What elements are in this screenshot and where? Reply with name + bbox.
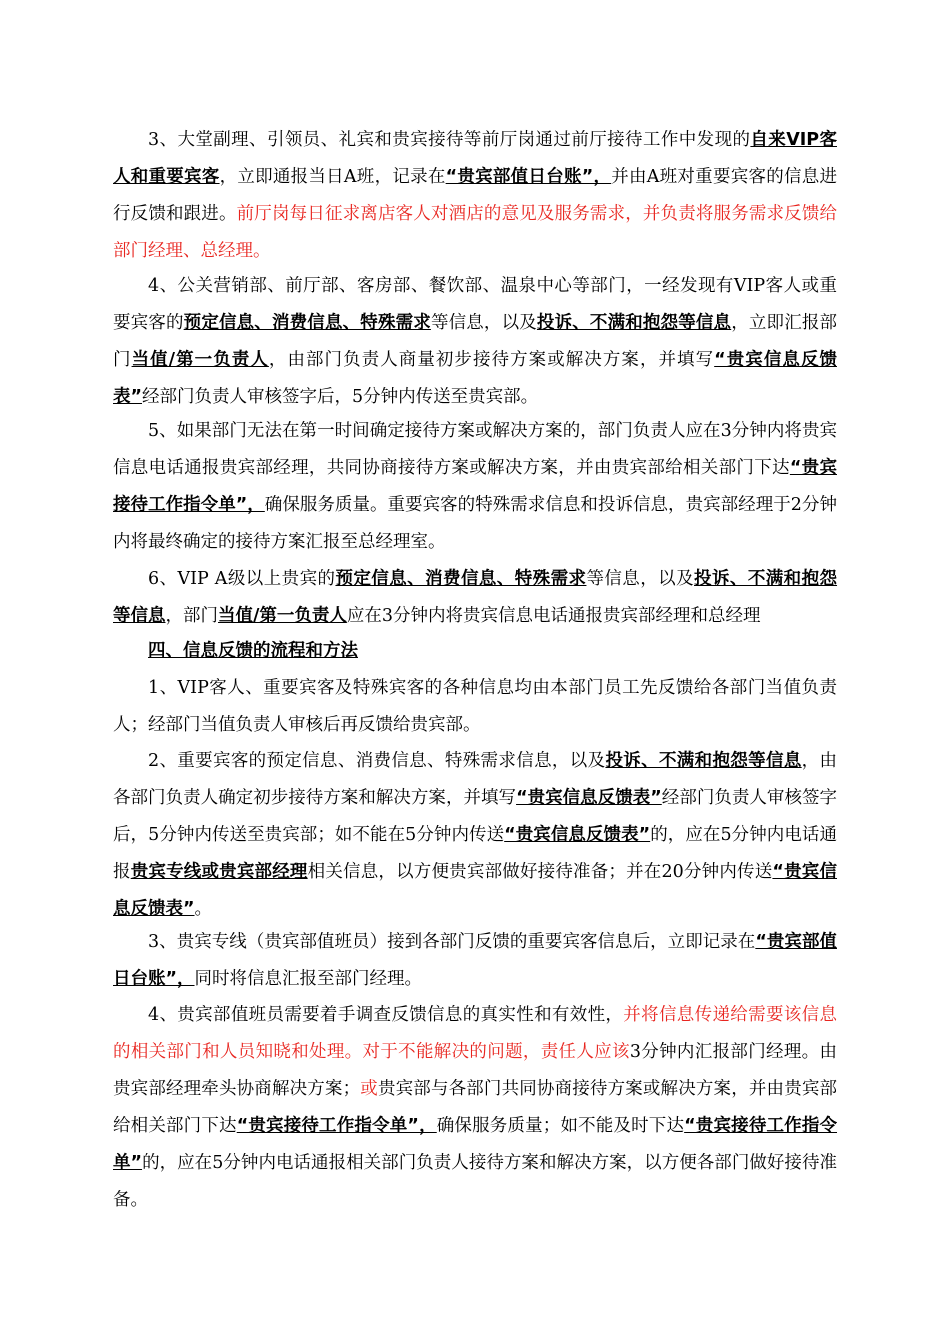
emphasized-text: 贵宾专线或贵宾部经理 [130, 862, 308, 882]
section-heading-4: 四、信息反馈的流程和方法 [148, 641, 358, 661]
emphasized-text: 投诉、不满和抱怨等信息 [605, 751, 802, 771]
emphasized-text: “贵宾信息反馈表” [113, 862, 838, 919]
paragraph-6 [113, 561, 837, 635]
text-run: ，立即通报当日A班，记录在 [219, 167, 446, 187]
paragraph-3 [113, 122, 837, 270]
emphasized-text: “贵宾信息反馈表” [113, 350, 837, 407]
text-run: 的，应在5分钟内电话通报 [113, 825, 837, 882]
emphasized-text: “贵宾信息反馈表” [516, 788, 662, 808]
emphasized-text: “贵宾接待工作指令单” [113, 1116, 838, 1173]
text-run: ，由各部门负责人确定初步接待方案和解决方案，并填写 [113, 751, 838, 808]
text-run: 3、大堂副理、引领员、礼宾和贵宾接待等前厅岗通过前厅接待工作中发现的 [148, 130, 751, 150]
emphasized-text: 预定信息、消费信息、特殊需求 [335, 569, 587, 589]
text-run: 4、贵宾部值班员需要着手调查反馈信息的真实性和有效性， [148, 1005, 624, 1025]
text-run: 确保服务质量；如不能及时下达 [436, 1116, 685, 1136]
text-run: 。 [194, 899, 213, 919]
text-run: ，由部门负责人商量初步接待方案或解决方案，并填写 [268, 350, 715, 370]
highlighted-text: 前厅岗每日征求离店客人对酒店的意见及服务需求，并负责将服务需求反馈给部门经理、总经理。 [113, 204, 838, 261]
paragraph-5 [113, 413, 837, 561]
text-run: 确保服务质量。重要宾客的特殊需求信息和投诉信息，贵宾部经理于2分钟内将最终确定的接待方案汇报至总经理室。 [113, 495, 837, 552]
text-run: 应在3分钟内将贵宾信息电话通报贵宾部经理和总经理 [346, 606, 761, 626]
text-run: 6、VIP A级以上贵宾的 [148, 569, 336, 589]
emphasized-text: “贵宾部值日台账”， [445, 167, 612, 187]
text-run: 同时将信息汇报至部门经理。 [194, 969, 423, 989]
emphasized-text: “贵宾接待工作指令单”， [236, 1116, 437, 1136]
emphasized-text: 投诉、不满和抱怨等信息 [113, 569, 838, 626]
emphasized-text: 当值/第一负责人 [218, 606, 347, 626]
emphasized-text: 预定信息、消费信息、特殊需求 [183, 313, 431, 333]
emphasized-text: 自来VIP客人和重要宾客 [113, 130, 837, 187]
flow-paragraph-4 [113, 997, 837, 1219]
emphasized-text: “贵宾信息反馈表” [504, 825, 651, 845]
emphasized-text: “贵宾接待工作指令单”， [113, 458, 837, 515]
highlighted-text: 或 [360, 1079, 378, 1099]
text-run: 2、重要宾客的预定信息、消费信息、特殊需求信息，以及 [148, 751, 606, 771]
text-run: ，立即汇报部门 [113, 313, 838, 370]
paragraph-4 [113, 268, 837, 416]
text-run: 并由A班对重要宾客的信息进行反馈和跟进。 [113, 167, 838, 224]
flow-paragraph-3 [113, 924, 837, 998]
text-run: 5、如果部门无法在第一时间确定接待方案或解决方案的，部门负责人应在3分钟内将贵宾信息电话通报贵宾部经理，共同协商接待方案或解决方案，并由贵宾部给相关部门下达 [113, 421, 837, 478]
text-run: 3分钟内汇报部门经理。由贵宾部经理牵头协商解决方案； [113, 1042, 837, 1099]
text-run: 1、VIP客人、重要宾客及特殊宾客的各种信息均由本部门员工先反馈给各部门当值负责人；经部门当值负责人审核后再反馈给贵宾部。 [113, 678, 837, 735]
text-run: 经部门负责人审核签字后，5分钟内传送至贵宾部。 [142, 387, 539, 407]
text-run: 相关信息，以方便贵宾部做好接待准备；并在20分钟内传送 [307, 862, 773, 882]
text-run: 经部门负责人审核签字后，5分钟内传送至贵宾部；如不能在5分钟内传送 [113, 788, 838, 845]
text-run: 4、公关营销部、前厅部、客房部、餐饮部、温泉中心等部门，一经发现有VIP客人或重要宾客的 [113, 276, 837, 333]
text-run: 的，应在5分钟内电话通报相关部门负责人接待方案和解决方案，以方便各部门做好接待准备。 [113, 1153, 837, 1210]
text-run: 等信息，以及 [430, 313, 537, 333]
text-run: 3、贵宾专线（贵宾部值班员）接到各部门反馈的重要宾客信息后，立即记录在 [148, 932, 756, 952]
highlighted-text: 并将信息传递给需要该信息的相关部门和人员知晓和处理。对于不能解决的问题，责任人应该 [113, 1005, 838, 1062]
emphasized-text: “贵宾部值日台账”， [113, 932, 837, 989]
flow-paragraph-2 [113, 743, 837, 928]
text-run: ，部门 [165, 606, 218, 626]
emphasized-text: 当值/第一负责人 [131, 350, 269, 370]
flow-paragraph-1 [113, 670, 837, 744]
text-run: 等信息，以及 [586, 569, 695, 589]
emphasized-text: 投诉、不满和抱怨等信息 [536, 313, 732, 333]
text-run: 贵宾部与各部门共同协商接待方案或解决方案，并由贵宾部给相关部门下达 [113, 1079, 838, 1136]
